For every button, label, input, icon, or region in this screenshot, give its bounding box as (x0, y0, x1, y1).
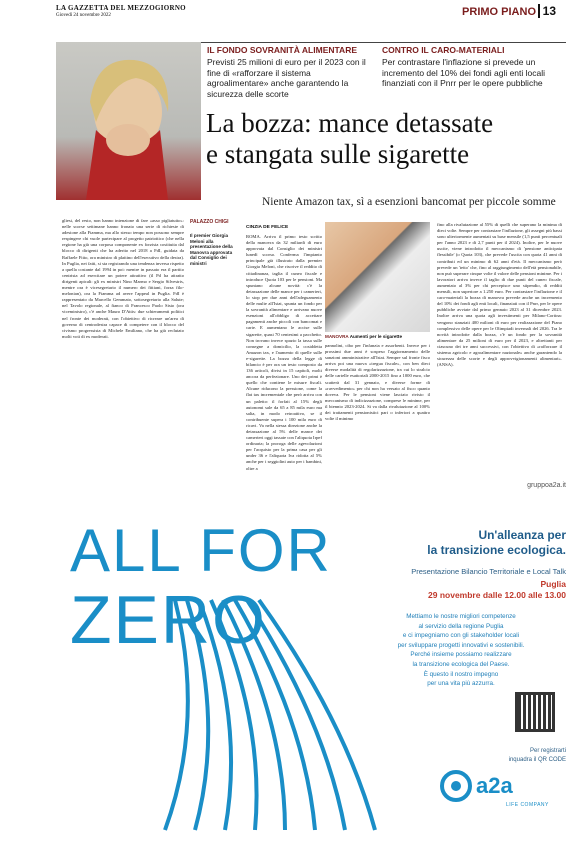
sidebar-caption: Il premier Giorgia Meloni alla presentazione della Manovra approvata dal Consiglio dei ministri (190, 233, 233, 266)
paper-date: Giovedì 24 novembre 2022 (56, 13, 111, 18)
article-column-3: pannolini, cibo per l'infanzia e assorbenti. Invece per i prossimi due anni è sospeso l'aggiornamento delle sanzioni amministrative all'Istat. Sempre sul fronte fisco arriva poi una nuova «tregua fiscale», con ben dieci diverse modalità di regolarizzazione, tra cui lo stralcio delle cartelle esattoriali 2000-2015 fino a 1000 euro, che scatterà dal 31 gennaio, e diverse forme di «ravvedimento» per chi non ha versato al fisco quanto doveva. Per le pensioni viene lasciato rivisto il meccanismo di indicizzazione, comprese le minime, per il biennio 2023-2024. Si va dalla rivalutazione al 100% dei trattamenti pensionistici pari o inferiori a quattro volte il minimo (325, 343, 430, 422)
ad-title-line-2: la transizione ecologica. (427, 543, 566, 557)
kicker-food-fund-text: Previsti 25 milioni di euro per il 2023 con il fine di «rafforzare il sistema agroalimentare» anche garantendo la sicurezza delle scorte (207, 57, 366, 99)
headline-line-2: e stangata sulle sigarette (206, 139, 470, 169)
headline (206, 108, 566, 170)
ad-body-text (356, 612, 566, 689)
article-column-2: ROMA. Arriva il primo testo scritto della manovra da 32 miliardi di euro approvata dal Consiglio dei ministri lunedì scorso. Conferma l'impianto principale già illustrato dalla premier Giorgia Meloni, che riscrive il reddito di cittadinanza, taglia il cuneo fiscale e introduce Quota 103 per le pensioni. Ma spuntano alcune novità: c'è la detassazione delle mance per i camerieri, lo stop per due anni dell'adeguamento delle multe all'Istat, spunta un fondo per la sovranità alimentare e arrivano nuove esenzioni all'obbligo di accettare pagamenti anche piccoli con bancomat e carte. E aumentano le accise sulle sigarette, quasi 70 centesimi a pacchetto. Non trovano invece spazio la tassa sulle consegne a domicilio, la cosiddetta Amazon tax, e l'aumento di quelle sulle e-sigarette. La bozza della legge di bilancio è per ora un testo composto da 136 articoli, divisi in 15 capitoli, molti ancora da perfezionare. Uno dei primi è quello che contiene le misure fiscali. Alcune riducono la pressione, come la flat tax incrementale che però arriva con un paletto: il forfait al 15% degli autonomi sale da 65 a 85 mila euro ma salta, in modo retroattivo, se il contribuente supera i 100 mila euro di ricavi. Va nella stessa direzione anche la detassazione al 5% delle mance dei camerieri oggi tassate con l'aliquota Irpef ordinaria; la proroga delle agevolazioni per l'acquisto per la prima casa per gli under 36 e l'aliquota Iva ridotta al 5% anche per i seggiolini auto per i bambini, oltre a (246, 234, 322, 471)
ad-text-line: Perché insieme possiamo realizzare (410, 651, 512, 659)
sidebar-kicker: PALAZZO CHIGI (190, 219, 229, 225)
kicker-food-fund-title: IL FONDO SOVRANITÀ ALIMENTARE (207, 45, 358, 55)
masthead (56, 4, 556, 42)
ad-title-line-1: Un'alleanza per (478, 528, 566, 542)
ad-text-line: Mettiamo le nostre migliori competenze (406, 613, 516, 620)
headline-line-1: La bozza: mance detassate (206, 108, 494, 138)
ad-text-line: per una vita più azzurra. (427, 680, 495, 688)
ad-rays-graphic (165, 600, 385, 830)
ad-headline-all-for: ALL FOR (70, 517, 332, 584)
ad-text-line: la transizione ecologica del Paese. (412, 660, 510, 668)
kicker-materials-text: Per contrastare l'inflazione si prevede un incremento del 10% dei fondi agli enti locali finanziati con il Pnrr per le opere pubbliche (382, 57, 546, 88)
ad-text-line: È questo il nostro impegno (423, 670, 499, 678)
ad-website: gruppoa2a.it (527, 482, 566, 489)
cigarette-photo (325, 222, 430, 332)
article-column-4: fino alla rivalutazione al 55% di quelli che superano la minima di dieci volte. Sempre per contrastare l'inflazione, gli assegni più bassi sono ulteriormente aumentati su base mensile (1,5 punti percentuali per l'anno 2023 e di 2,7 punti per il 2024). Inoltre, per le nuove uscite, viene introdotto il meccanismo di 'pensione anticipata flessibile' (o Quota 103), che prevede l'uscita con quota 41 anni di contributi ed un minimo di 62 anni d'età. Il meccanismo però prevede un 'tetto' che, fino al raggiungimento dell'età pensionabile, non può superare cinque volte il valore delle pensioni minime. Per i lavoratori arriva invece il taglio di due punti del cuneo fiscale, aumentato al 3% per chi percepisce uno stipendio, di redditi mensili, non superiore a 1.250 euro. Per contrastare l'inflazione e il caro-materiali la bozza di manovra prevede anche un incremento del 10% dei fondi agli enti locali, finanziati con il Pnrr, per le opere pubbliche avviate dal primo gennaio 2023 al 31 dicembre 2023. Inoltre arriva una quota agli investimenti per Milano-Cortina: vengono stanziati 400 milioni di euro per realizzazione del Piano complessivo delle opere per le Olimpiadi invernali del 2026. Tra le novità introdotte dalla bozza, c'è un fondo per la sovranità alimentare da 25 milioni di euro per il 2023, e altrettanti per ciascuno dei tre anni successivi, con l'obiettivo di «rafforzare il sistema agricolo e agroalimentare nazionale» anche garantendo la sicurezza delle scorte e degli approvvigionamenti alimentari». (ANSA). (437, 222, 562, 368)
qr-code[interactable] (515, 692, 555, 732)
kicker-materials-title: CONTRO IL CARO-MATERIALI (382, 45, 505, 55)
ad-text-line: per sviluppare progetti innovativi e sostenibili. (397, 641, 525, 649)
paper-name: LA GAZZETTA DEL MEZZOGIORNO (56, 4, 186, 12)
article-column-1: gliesi, del resto, non hanno intenzione di fare «asso pigliatutto»: nelle scorse settimane hanno fronato una serie di richieste di adesione alla Fiamma, ma allo stesso tempo non possono sempre respingere chi vuole partecipare al progetto patriottico (che nella regione ha già una corposa componente ex forzista costituita dal blocco di dirigenti che ha aderito nel 2018 a FdI, guidata da Raffaele Fitto, ora ministro di plaitino dell'esecutivo della destra). In Puglia, nei fatti, si sta registrando una tendenza inversa rispetto a quella costante dal 1994 in poi: mentre in passato era il partito centrista ad esercitare un potere attrattivo (il Pd ha attratto dirigenti apicali: gli ex ministri Nino Marmo e Sergio Silvestris, mentre ora è vicesegretario il numero dei fittiani, forza filo-melonian), ora la Fiamma ad avere l'appeal in Puglia. FdI è rappresentato da Marcello Gemmato, sottosegretario alla Salute; nel Tavolo regionale, al fianco di Francesco Paolo Sisto (ora viceministro), c'è anche Mauro D'Attis: due schieramenti politici nel fronte dei moderati, con l'obiettivo di ricreare un'area di governo di centrodestra capace di competere con il blocco del civismo progressista di Michele Emiliano, che ha già reclutato molti voti di ex moderati. (62, 218, 184, 339)
a2a-logo-icon (440, 770, 472, 802)
a2a-brand: a2a (476, 773, 513, 798)
a2a-brand-sub: LIFE COMPANY (506, 802, 549, 808)
premier-photo-illustration (56, 42, 201, 200)
page-number: 13 (538, 4, 556, 18)
ad-presentation: Presentazione Bilancio Territoriale e Local Talk (411, 567, 566, 576)
cigarette-caption-text: Aumenti per le sigarette (349, 334, 403, 339)
section-label: PRIMO PIANO (462, 6, 536, 18)
ad-date-time: 29 novembre dalle 12.00 alle 13.00 (428, 590, 566, 600)
ad-region: Puglia (540, 579, 566, 589)
premier-photo (56, 42, 201, 200)
subhead: Niente Amazon tax, sì a esenzioni bancomat per piccole somme (262, 196, 556, 208)
cigarette-photo-caption (325, 334, 402, 339)
ad-text-line: al servizio della regione Puglia (418, 622, 504, 630)
byline: CINZIA DE FELICE (246, 225, 289, 230)
ad-headline-zero: ZERO (70, 582, 267, 658)
qr-caption-1: Per registrarti (529, 748, 566, 754)
ad-text-line: e ci impegniamo con gli stakeholder locali (402, 632, 520, 640)
cigarette-caption-kicker: MANOVRA (325, 334, 349, 339)
qr-caption-2: inquadra il QR CODE (508, 757, 566, 763)
